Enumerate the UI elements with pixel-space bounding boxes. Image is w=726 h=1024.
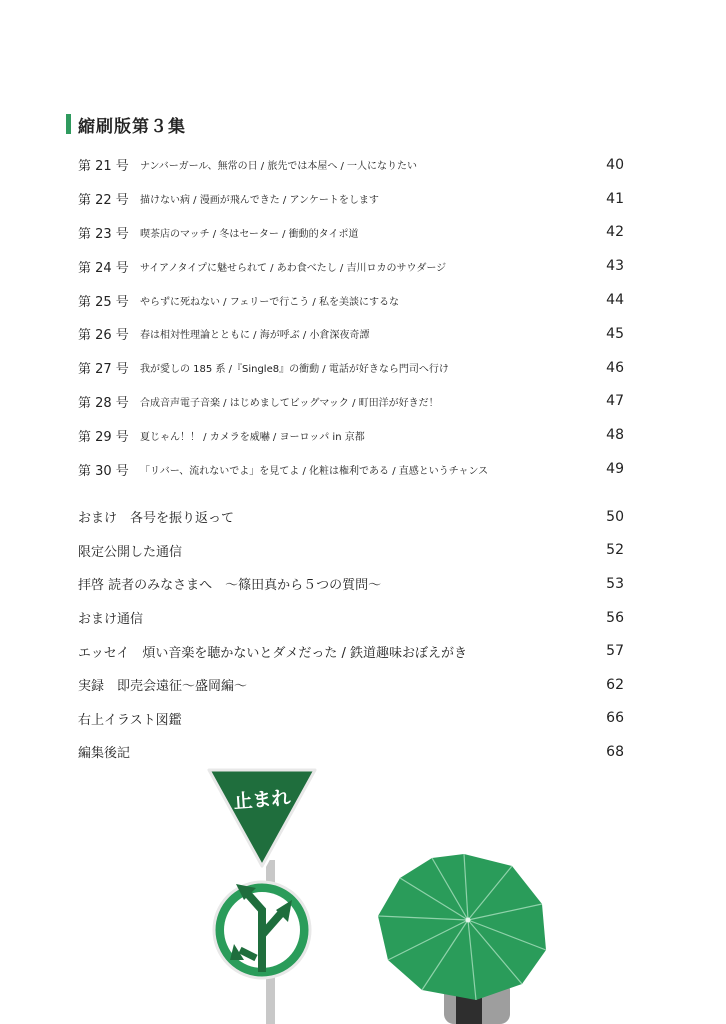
page-number: 68 [606,743,624,760]
extra-title: おまけ 各号を振り返って [78,511,235,527]
issue-number: 第 25 号 [78,294,129,310]
toc-row[interactable] [78,351,624,385]
issue-number: 第 29 号 [78,429,129,445]
heading-accent-bar [66,114,71,134]
page-number: 62 [606,676,624,693]
toc-row[interactable] [78,249,624,283]
extra-title: エッセイ 煩い音楽を聴かないとダメだった / 鉄道趣味おぼえがき [78,645,467,661]
page-number: 49 [606,461,624,478]
toc-row[interactable] [78,283,624,317]
extra-title: おまけ通信 [78,612,144,628]
page-number: 53 [606,575,624,592]
section-heading [66,113,186,135]
issue-number: 第 22 号 [78,193,129,209]
page-number: 41 [606,190,624,207]
issue-description: 喫茶店のマッチ / 冬はセーター / 衝動的タイポ道 [140,228,359,240]
issue-description: 「リバー、流れないでよ」を見てよ / 化粧は権利である / 直感というチャンス [140,465,489,477]
page-number: 47 [606,393,624,410]
toc-row[interactable] [78,634,624,668]
umbrella-tip [466,918,471,923]
umbrella-canopy [378,854,546,1000]
issue-number: 第 27 号 [78,362,129,378]
section-title: 縮刷版第３集 [78,116,186,137]
toc-row[interactable] [78,567,624,601]
issue-list [78,148,624,486]
page-number: 52 [606,542,624,559]
toc-row[interactable] [78,148,624,182]
issue-number: 第 28 号 [78,395,129,411]
issue-description: 描けない病 / 漫画が飛んできた / アンケートをします [140,195,379,207]
toc-row[interactable] [78,385,624,419]
page-number: 43 [606,258,624,275]
toc-row[interactable] [78,702,624,736]
toc-row[interactable] [78,500,624,534]
issue-number: 第 23 号 [78,226,129,242]
toc-row[interactable] [78,182,624,216]
stop-sign-triangle [209,770,315,866]
issue-description: 合成音声電子音楽 / はじめましてビッグマック / 町田洋が好きだ！ [140,397,439,409]
page-number: 50 [606,508,624,525]
extra-title: 実録 即売会遠征～盛岡編～ [78,679,248,695]
issue-number: 第 26 号 [78,328,129,344]
stop-sign [206,768,318,870]
toc-row[interactable] [78,418,624,452]
extras-list [78,500,624,769]
page-number: 46 [606,359,624,376]
umbrella-top [378,854,546,1000]
page-number: 42 [606,224,624,241]
toc-row[interactable] [78,452,624,486]
toc-row[interactable] [78,735,624,769]
page-number: 45 [606,325,624,342]
stop-sign-text: 止まれ [232,787,292,813]
page-number: 40 [606,156,624,173]
page-number: 66 [606,710,624,727]
toc-row[interactable] [78,601,624,635]
issue-number: 第 21 号 [78,159,129,175]
page-number: 48 [606,427,624,444]
page-number: 57 [606,643,624,660]
toc-row[interactable] [78,668,624,702]
extra-title: 拝啓 読者のみなさまへ ～篠田真から５つの質問～ [78,578,382,594]
extra-title: 限定公開した通信 [78,544,183,560]
extra-title: 右上イラスト図鑑 [78,712,182,728]
page-number: 44 [606,292,624,309]
road-signs-illustration [196,760,328,1024]
issue-description: サイアノタイプに魅せられて / あわ食べたし / 吉川ロカのサウダージ [140,262,447,274]
umbrella-illustration [376,850,552,1024]
extra-title: 編集後記 [78,746,131,762]
direction-sign [214,882,310,978]
toc-row[interactable] [78,216,624,250]
issue-number: 第 24 号 [78,260,129,276]
toc-row[interactable] [78,317,624,351]
issue-description: 夏じゃん！！ / カメラを威嚇 / ヨーロッパ in 京都 [140,431,365,443]
issue-description: 我が愛しの 185 系 /『Single8』の衝動 / 電話が好きなら門司へ行け [140,364,449,376]
issue-description: やらずに死ねない / フェリーで行こう / 私を美談にするな [140,296,399,308]
page-number: 56 [606,609,624,626]
toc-row[interactable] [78,534,624,568]
issue-number: 第 30 号 [78,463,129,479]
issue-description: 春は相対性理論とともに / 海が呼ぶ / 小倉深夜奇譚 [140,330,370,342]
issue-description: ナンバーガール、無常の日 / 旅先では本屋へ / 一人になりたい [140,161,418,173]
